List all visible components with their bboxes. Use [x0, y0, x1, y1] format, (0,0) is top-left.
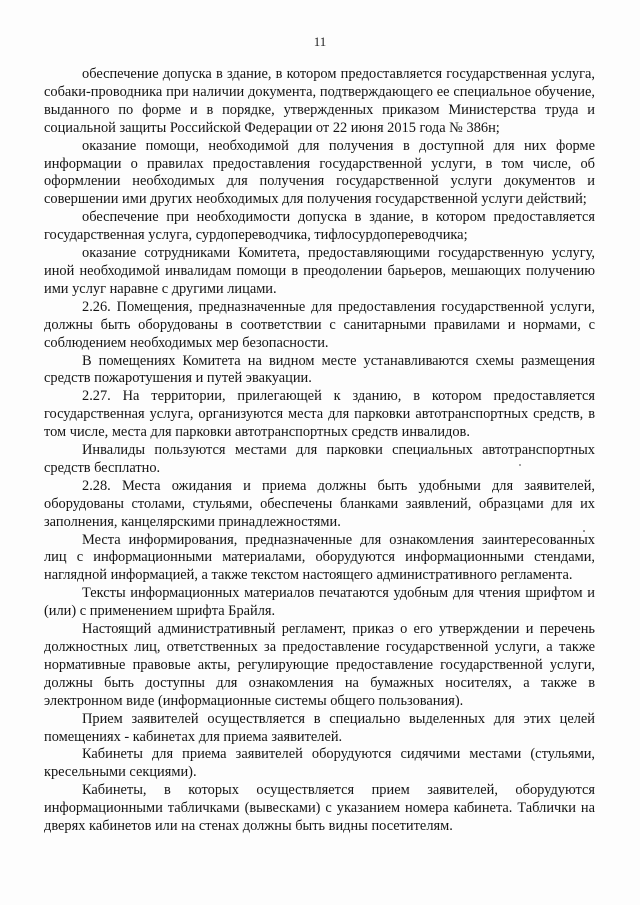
paragraph: Кабинеты для приема заявителей оборудуются сидячими местами (стульями, кресельными секциями).: [44, 746, 595, 781]
paragraph: 2.26. Помещения, предназначенные для предоставления государственной услуги, должны быть оборудованы в соответствии с санитарными правилами и нормами, с соблюдением необходимых мер безопасности.: [44, 298, 595, 351]
paragraph: Кабинеты, в которых осуществляется прием заявителей, оборудуются информационными табличками (вывесками) с указанием номера кабинета. Таблички на дверях кабинетов или на стенах должны быть видны посетителям.: [44, 782, 595, 835]
paragraph: 2.27. На территории, прилегающей к зданию, в котором предоставляется государственная услуга, организуются места для парковки автотранспортных средств, в том числе, места для парковки автотранспортных средств инвалидов.: [44, 388, 595, 441]
scan-speck: [519, 464, 521, 466]
paragraph: оказание сотрудниками Комитета, предоставляющими государственную услугу, иной необходимой инвалидам помощи в преодолении барьеров, мешающих получению ими услуг наравне с другими лицами.: [44, 245, 595, 297]
document-body: [44, 66, 595, 836]
scan-speck: [583, 530, 585, 532]
paragraph: Места информирования, предназначенные для ознакомления заинтересованных лиц с информационными материалами, оборудуются информационными стендами, наглядной информацией, а также текстом настоящего административного регламента.: [44, 531, 595, 584]
paragraph: Тексты информационных материалов печатаются удобным для чтения шрифтом и (или) с применением шрифта Брайля.: [44, 585, 595, 620]
page-number: 11: [313, 34, 327, 49]
paragraph: оказание помощи, необходимой для получения в доступной для них форме информации о правилах предоставления государственной услуги, в том числе, об оформлении необходимых для получения государственной услуги документов и совершении ими других необходимых для получения государственной услуги действий;: [44, 137, 595, 208]
paragraph: 2.28. Места ожидания и приема должны быть удобными для заявителей, оборудованы столами, стульями, обеспечены бланками заявлений, образцами для их заполнения, канцелярскими принадлежностями.: [44, 477, 595, 530]
paragraph: обеспечение при необходимости допуска в здание, в котором предоставляется государственная услуга, сурдопереводчика, тифлосурдопереводчика;: [44, 209, 595, 244]
paragraph: обеспечение допуска в здание, в котором предоставляется государственная услуга, собаки-проводника при наличии документа, подтверждающего ее специальное обучение, выданного по форме и в порядке, утвержденных приказом Министерства труда и социальной защиты Российской Федерации от 22 июня 2015 года № 386н;: [44, 66, 595, 136]
paragraph: Прием заявителей осуществляется в специально выделенных для этих целей помещениях - кабинетах для приема заявителей.: [44, 710, 595, 745]
paragraph: В помещениях Комитета на видном месте устанавливаются схемы размещения средств пожаротушения и путей эвакуации.: [44, 352, 595, 387]
paragraph: Инвалиды пользуются местами для парковки специальных автотранспортных средств бесплатно.: [44, 442, 595, 476]
paragraph: Настоящий административный регламент, приказ о его утверждении и перечень должностных лиц, ответственных за предоставление государственной услуги, а также нормативные правовые акты, регулирующие предоставление государственной услуги, должны быть доступны для ознакомления на бумажных носителях, а также в электронном виде (информационные системы общего пользования).: [44, 621, 595, 709]
